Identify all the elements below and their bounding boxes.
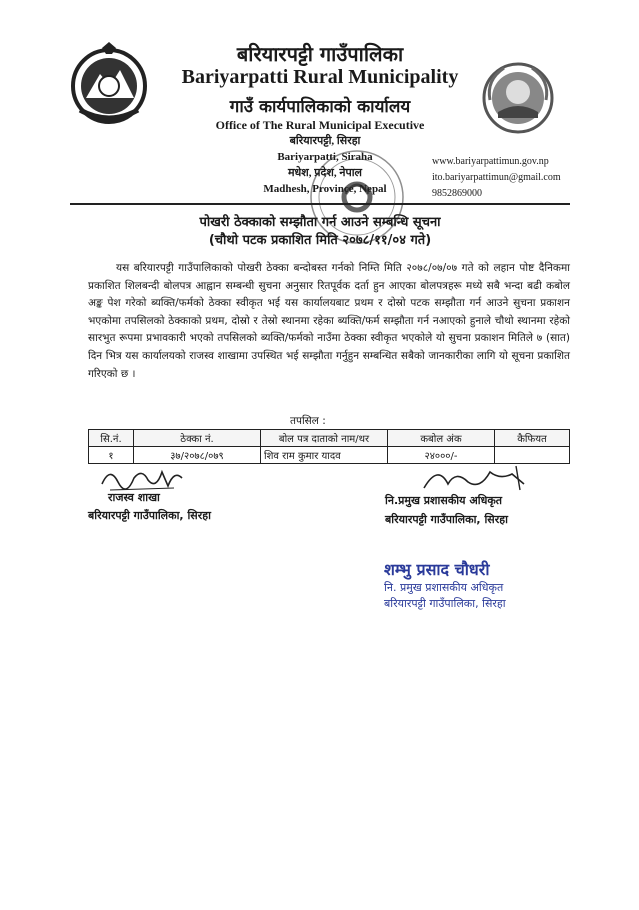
office-name-np: गाउँ कार्यपालिकाको कार्यालय: [229, 97, 411, 117]
schedule-heading: तपसिल :: [290, 415, 326, 427]
address-line: Bariyarpatti, Siraha: [277, 151, 373, 163]
table-cell: १: [89, 447, 134, 464]
header-divider: [70, 203, 570, 205]
email-link[interactable]: ito.bariyarpattimun@gmail.com: [432, 172, 561, 183]
left-signature-icon: [96, 460, 186, 494]
address-line: बरियारपट्टी, सिरहा: [289, 135, 361, 147]
address-line: Madhesh, Province, Nepal: [263, 183, 387, 195]
contact-block: [432, 154, 632, 202]
stamp-officer-name: शम्भु प्रसाद चौधरी: [384, 560, 490, 579]
column-header: कैफियत: [495, 430, 570, 447]
left-signatory-office: बरियारपट्टी गाउँपालिका, सिरहा: [88, 509, 211, 522]
notice-body: यस बरियारपट्टी गाउँपालिकाको पोखरी ठेक्का बन्दोबस्त गर्नको निम्ति मिति २०७८/०७/०७ गते को लहान पोष्ट दैनिकमा प्रकाशित शिलबन्दी बोलपत्र आह्वान सम्बन्धी सुचना अनुसार रितपूर्वक दर्ता हुन आएका बोलपत्रहरू मध्ये सबै भन्दा बढी कबोल अङ्क पेश गरेको ब्यक्ति/फर्मको ठेक्का स्वीकृत भई यस कार्यालयबाट प्रथम र दोस्रो पटक सम्झौता गर्न आउने सुचना प्रकाशन भएकोमा तपसिलको ठेक्काको प्रथम, दोस्रो र तेस्रो स्थानमा रहेका ब्यक्ति/फर्म सम्झौता गर्न नआएको हुनाले चौथो स्थानमा रहेको सारभुत रूपमा प्रभावकारी भएको तपसिलको ब्यक्ति/फर्मको नाउँमा ठेक्का स्वीकृत भएकोले यो सुचना प्रकाशन मितिले ७ (सात) दिन भित्र यस कार्यालयको राजस्व शाखामा उपस्थित भई सम्झौता गर्नुहुन सम्बन्धित सबैको जानकारीका लागि यो सूचना प्रकाशित गरिएको छ ।: [88, 262, 570, 380]
website-link[interactable]: www.bariyarpattimun.gov.np: [432, 156, 549, 167]
stamp-officer-title: नि. प्रमुख प्रशासकीय अधिकृत: [384, 581, 504, 594]
right-signature-icon: [420, 460, 530, 494]
column-header: सि.नं.: [89, 430, 134, 447]
address-line: मधेश, प्रदेश, नेपाल: [287, 167, 363, 179]
stamp-officer-office: बरियारपट्टी गाउँपालिका, सिरहा: [384, 597, 506, 610]
notice-subtitle: (चौथो पटक प्रकाशित मिति २०७८/११/०४ गते): [208, 233, 432, 248]
right-signatory-office: बरियारपट्टी गाउँपालिका, सिरहा: [385, 513, 508, 526]
table-cell: ३७/२०७८/०७९: [134, 447, 261, 464]
address-block: [250, 133, 400, 197]
municipality-name-en: Bariyarpatti Rural Municipality: [181, 66, 459, 88]
notice-title: पोखरी ठेक्काको सम्झौता गर्न आउने सम्बन्धि सूचना: [199, 215, 441, 230]
officer-stamp: [384, 558, 574, 612]
office-name-en: Office of The Rural Municipal Executive: [215, 118, 425, 132]
column-header: ठेक्का नं.: [134, 430, 261, 447]
table-cell: शिव राम कुमार यादव: [261, 447, 388, 464]
column-header: बोल पत्र दाताको नाम/थर: [261, 430, 388, 447]
right-signatory-title: नि.प्रमुख प्रशासकीय अधिकृत: [385, 494, 503, 507]
phone-number: 9852869000: [432, 188, 482, 199]
table-header-row: [89, 430, 570, 447]
schedule-table: [88, 429, 570, 464]
table-cell: २४०००/-: [388, 447, 495, 464]
left-signatory-name: राजस्व शाखा: [108, 491, 160, 504]
column-header: कबोल अंक: [388, 430, 495, 447]
municipality-name-np: बरियारपट्टी गाउँपालिका: [236, 42, 404, 66]
